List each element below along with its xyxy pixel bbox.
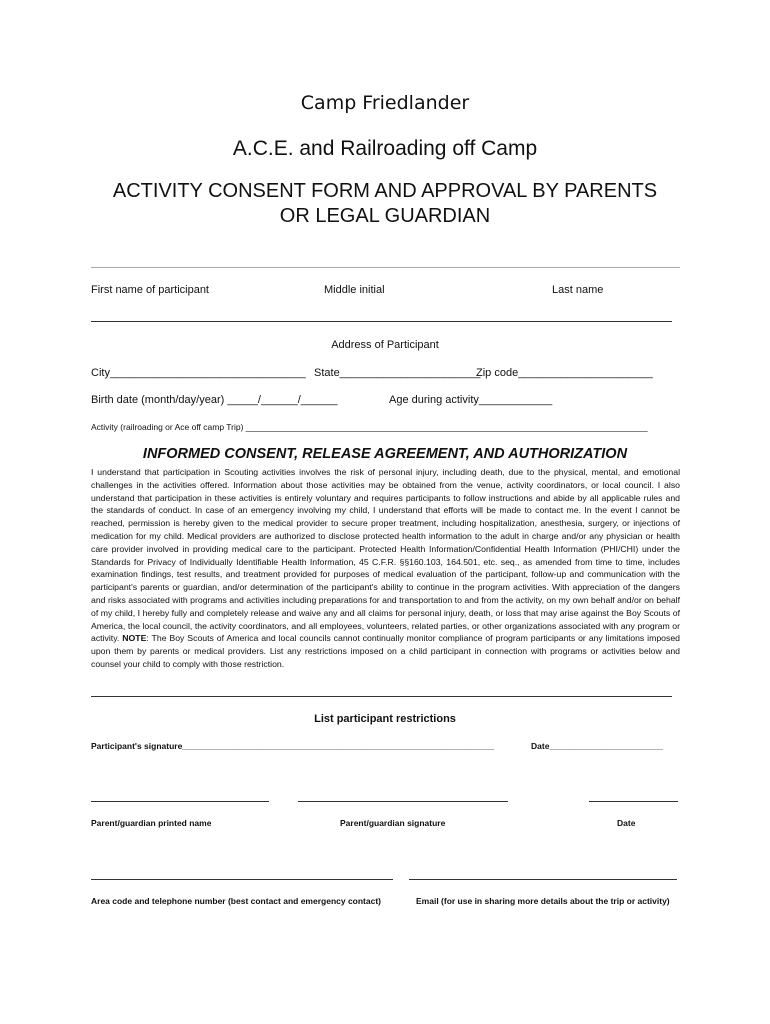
parent-date-label: Date <box>617 818 636 828</box>
parent-printed-name-line[interactable] <box>91 801 269 802</box>
birth-date-field[interactable]: Birth date (month/day/year) _____/______/______ <box>91 394 338 406</box>
parent-signature-label: Parent/guardian signature <box>340 818 446 828</box>
form-title-line2: OR LEGAL GUARDIAN <box>279 205 491 227</box>
note-text: : The Boy Scouts of America and local councils cannot continually monitor compliance of program participants or any limitations imposed upon them by parents or medical providers. List any restrictions imposed on a child participant in connection with programs or activities below and counsel your child to comply with those restriction. <box>91 633 681 669</box>
restrictions-line[interactable] <box>91 696 672 697</box>
zip-code-field[interactable]: Zip code______________________ <box>476 367 653 379</box>
form-title-line1: ACTIVITY CONSENT FORM AND APPROVAL BY PARENTS <box>112 180 658 202</box>
note-label: NOTE <box>122 633 147 644</box>
parent-signature-line[interactable] <box>298 801 508 802</box>
email-line[interactable] <box>409 879 677 880</box>
participant-signature-field[interactable]: Participant's signature__________________________________________________________________ <box>91 741 495 751</box>
city-field[interactable]: City________________________________ <box>91 367 306 379</box>
consent-section-title: INFORMED CONSENT, RELEASE AGREEMENT, AND AUTHORIZATION <box>142 446 628 462</box>
middle-initial-label: Middle initial <box>324 284 385 296</box>
header-divider <box>91 267 680 268</box>
address-label: Address of Participant <box>331 339 439 351</box>
phone-line[interactable] <box>91 879 393 880</box>
consent-paragraph <box>91 466 680 671</box>
age-field[interactable]: Age during activity____________ <box>389 394 553 406</box>
first-name-label: First name of participant <box>91 284 209 296</box>
participant-date-field[interactable]: Date________________________ <box>531 741 663 751</box>
last-name-label: Last name <box>552 284 604 296</box>
email-label: Email (for use in sharing more details about the trip or activity) <box>416 896 670 906</box>
address-line[interactable] <box>91 321 672 322</box>
state-field[interactable]: State_______________________ <box>314 367 481 379</box>
program-title: A.C.E. and Railroading off Camp <box>232 137 538 160</box>
parent-printed-name-label: Parent/guardian printed name <box>91 818 212 828</box>
activity-field[interactable]: Activity (railroading or Ace off camp Trip) _____________________________________________________________________________________ <box>91 422 648 432</box>
phone-label: Area code and telephone number (best contact and emergency contact) <box>91 896 382 906</box>
restrictions-label: List participant restrictions <box>314 713 456 725</box>
consent-main-text: I understand that participation in Scouting activities involves the risk of personal injury, including death, due to the physical, mental, and emotional challenges in the activities offered. Information about those activities may be obtained from the venue, activity coordinators, or local council. I also understand that participation in these activities is entirely voluntary and requires participants to follow instructions and abide by all applicable rules and the standards of conduct. In case of an emergency involving my child, I understand that efforts will be made to contact me. In the event I cannot be reached, permission is hereby given to the medical provider to secure proper treatment, including hospitalization, anesthesia, surgery, or injections of medication for my child. Medical providers are authorized to disclose protected health information to the adult in charge and/or any physician or health care provider involved in providing medical care to the participant. Protected Health Information/Confidential Health Information (PHI/CHI) under the Standards for Privacy of Individually Identifiable Health Information, 45 C.F.R. §§160.103, 164.501, etc. seq., as amended from time to time, includes examination findings, test results, and treatment provided for purposes of medical evaluation of the participant, follow-up and communication with the participant's parents or guardian, and/or determination of the participant's ability to continue in the program activities. With appreciation of the dangers and risks associated with programs and activities including preparations for and transportation to and from the activity, on my own behalf and/or on behalf of my child, I hereby fully and completely release and waive any and all claims for personal injury, death, or loss that may arise against the Boy Scouts of America, the local council, the activity coordinators, and all employees, volunteers, related parties, or other organizations associated with any program or activity. <box>91 467 680 644</box>
parent-date-line[interactable] <box>589 801 678 802</box>
camp-name: Camp Friedlander <box>300 92 470 114</box>
